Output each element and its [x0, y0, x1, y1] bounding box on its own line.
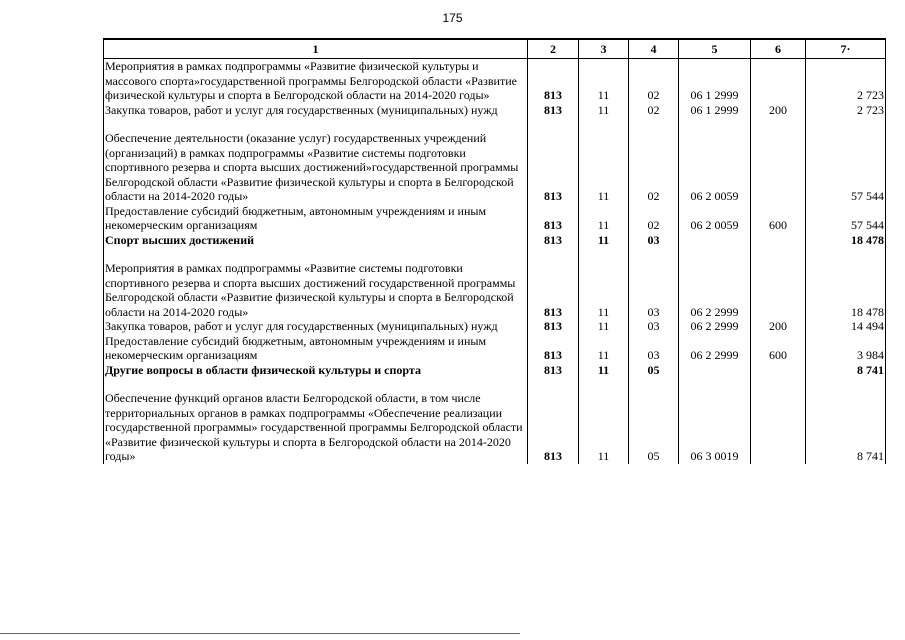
- scan-artifact-line: [0, 633, 520, 634]
- department-code: 813: [528, 117, 579, 204]
- column-header: 1: [104, 39, 528, 59]
- section-code: 11: [579, 59, 629, 103]
- budget-table: [103, 38, 886, 464]
- expense-type-code: [751, 247, 806, 319]
- target-item-code: 06 2 2999: [679, 247, 751, 319]
- target-item-code: 06 1 2999: [679, 103, 751, 118]
- row-description: Закупка товаров, работ и услуг для государственных (муниципальных) нужд: [104, 319, 528, 334]
- subsection-code: 05: [629, 377, 679, 464]
- table-row: [104, 103, 886, 118]
- row-description: Спорт высших достижений: [104, 233, 528, 248]
- section-code: 11: [579, 103, 629, 118]
- expense-type-code: 600: [751, 334, 806, 363]
- page-number: 175: [442, 11, 463, 25]
- row-description: Предоставление субсидий бюджетным, автономным учреждениям и иным некомерческим организациям: [104, 334, 528, 363]
- subsection-code: 03: [629, 247, 679, 319]
- row-description: Мероприятия в рамках подпрограммы «Развитие физической культуры и массового спорта»государственной программы Белгородской области «Развитие физической культуры и спорта в Белгородской области на 2014-2020 годы»: [104, 59, 528, 103]
- amount: 8 741: [806, 377, 886, 464]
- target-item-code: 06 2 2999: [679, 319, 751, 334]
- column-header: 2: [528, 39, 579, 59]
- section-code: 11: [579, 334, 629, 363]
- amount: 18 478: [806, 233, 886, 248]
- expense-type-code: [751, 233, 806, 248]
- target-item-code: 06 2 0059: [679, 204, 751, 233]
- department-code: 813: [528, 377, 579, 464]
- amount: 57 544: [806, 204, 886, 233]
- row-description: Обеспечение функций органов власти Белгородской области, в том числе территориальных органов в рамках подпрограммы «Обеспечение реализации государственной программы» государственной программы Белгородской области «Развитие физической культуры и спорта в Белгородской области на 2014-2020 годы»: [104, 377, 528, 464]
- subsection-code: 05: [629, 363, 679, 378]
- subsection-code: 03: [629, 319, 679, 334]
- column-header: 6: [751, 39, 806, 59]
- department-code: 813: [528, 363, 579, 378]
- department-code: 813: [528, 103, 579, 118]
- subsection-code: 03: [629, 233, 679, 248]
- section-code: 11: [579, 117, 629, 204]
- amount: 2 723: [806, 59, 886, 103]
- table-row: [104, 247, 886, 319]
- section-code: 11: [579, 377, 629, 464]
- target-item-code: 06 3 0019: [679, 377, 751, 464]
- expense-type-code: 600: [751, 204, 806, 233]
- table-row: [104, 204, 886, 233]
- row-description: Предоставление субсидий бюджетным, автономным учреждениям и иным некомерческим организациям: [104, 204, 528, 233]
- row-description: Обеспечение деятельности (оказание услуг) государственных учреждений (организаций) в рамках подпрограммы «Развитие системы подготовки спортивного резерва и спорта высших достижений»государственной программы Белгородской области «Развитие физической культуры и спорта в Белгородской области на 2014-2020 годы»: [104, 117, 528, 204]
- header-row: [104, 39, 886, 59]
- table-row: [104, 334, 886, 363]
- subsection-code: 03: [629, 334, 679, 363]
- department-code: 813: [528, 334, 579, 363]
- expense-type-code: [751, 363, 806, 378]
- subsection-code: 02: [629, 59, 679, 103]
- department-code: 813: [528, 204, 579, 233]
- department-code: 813: [528, 247, 579, 319]
- column-header: 7·: [806, 39, 886, 59]
- row-description: Другие вопросы в области физической культуры и спорта: [104, 363, 528, 378]
- amount: 57 544: [806, 117, 886, 204]
- column-header: 3: [579, 39, 629, 59]
- section-code: 11: [579, 319, 629, 334]
- expense-type-code: [751, 377, 806, 464]
- section-code: 11: [579, 363, 629, 378]
- section-code: 11: [579, 247, 629, 319]
- target-item-code: [679, 233, 751, 248]
- target-item-code: 06 1 2999: [679, 59, 751, 103]
- section-code: 11: [579, 233, 629, 248]
- subsection-code: 02: [629, 117, 679, 204]
- expense-type-code: 200: [751, 103, 806, 118]
- target-item-code: [679, 363, 751, 378]
- amount: 18 478: [806, 247, 886, 319]
- target-item-code: 06 2 0059: [679, 117, 751, 204]
- table-row: [104, 233, 886, 248]
- amount: 2 723: [806, 103, 886, 118]
- table-row: [104, 59, 886, 103]
- column-header: 5: [679, 39, 751, 59]
- department-code: 813: [528, 233, 579, 248]
- expense-type-code: [751, 117, 806, 204]
- department-code: 813: [528, 59, 579, 103]
- target-item-code: 06 2 2999: [679, 334, 751, 363]
- department-code: 813: [528, 319, 579, 334]
- amount: 3 984: [806, 334, 886, 363]
- row-description: Мероприятия в рамках подпрограммы «Развитие системы подготовки спортивного резерва и спорта высших достижений государственной программы Белгородской области «Развитие физической культуры и спорта в Белгородской области на 2014-2020 годы»: [104, 247, 528, 319]
- row-description: Закупка товаров, работ и услуг для государственных (муниципальных) нужд: [104, 103, 528, 118]
- amount: 14 494: [806, 319, 886, 334]
- table-row: [104, 363, 886, 378]
- expense-type-code: 200: [751, 319, 806, 334]
- table-row: [104, 117, 886, 204]
- table-row: [104, 377, 886, 464]
- subsection-code: 02: [629, 103, 679, 118]
- subsection-code: 02: [629, 204, 679, 233]
- section-code: 11: [579, 204, 629, 233]
- column-header: 4: [629, 39, 679, 59]
- expense-type-code: [751, 59, 806, 103]
- table-row: [104, 319, 886, 334]
- amount: 8 741: [806, 363, 886, 378]
